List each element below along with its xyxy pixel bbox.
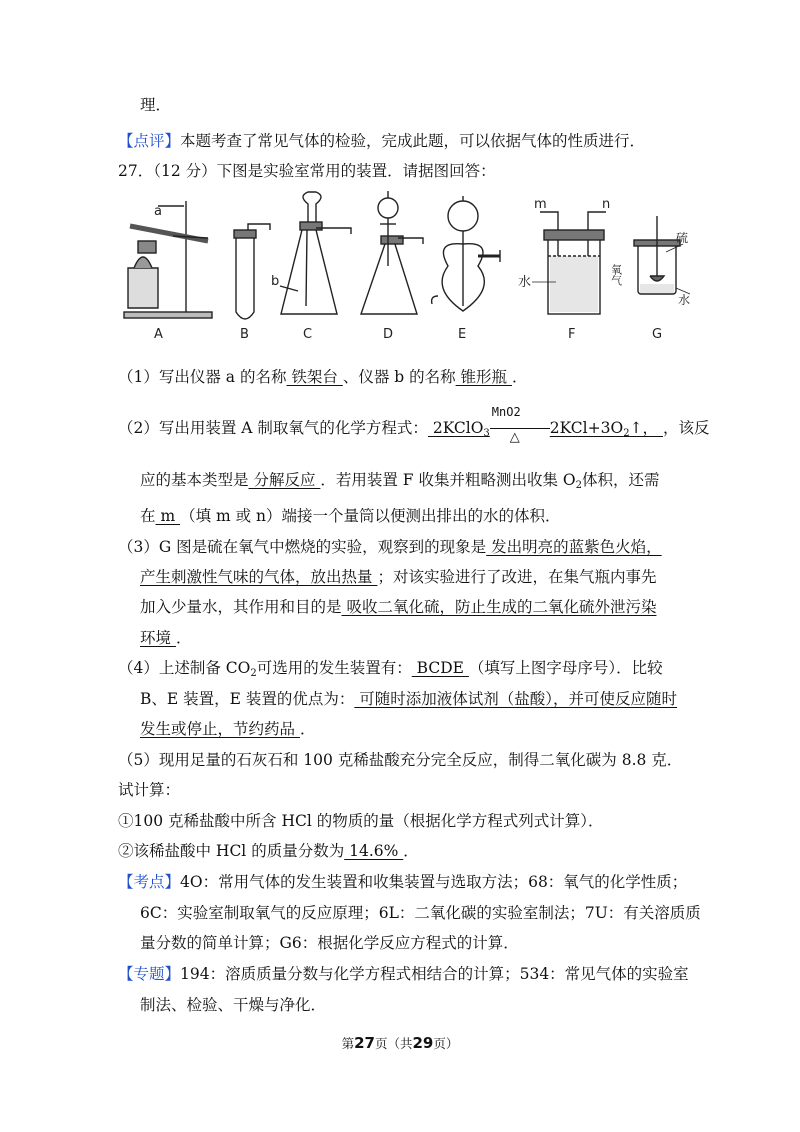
q4-answer-3: 发生或停止，节约药品 bbox=[140, 720, 300, 738]
q2-end-prompt: 在 bbox=[140, 507, 156, 525]
apparatus-f bbox=[532, 212, 606, 314]
kaodian-text-2: 6C：实验室制取氧气的反应原理；6L：二氧化碳的实验室制法；7U：有关溶质质 bbox=[140, 904, 701, 922]
q2-type-prompt: 应的基本类型是 bbox=[140, 471, 249, 489]
q4-answer-1: BCDE bbox=[411, 659, 469, 677]
apparatus-g bbox=[634, 216, 690, 294]
q1-prompt-b: 、仪器 b 的名称 bbox=[342, 368, 456, 386]
apparatus-b bbox=[234, 224, 270, 319]
eq-condition bbox=[490, 405, 550, 445]
q3-prompt-b: ；对该实验进行了改进，在集气瓶内事先 bbox=[377, 568, 657, 586]
label-oxygen: 氧气 bbox=[609, 264, 623, 286]
apparatus-e bbox=[432, 196, 500, 311]
q3-answer-3: 吸收二氧化硫，防止生成的二氧化硫外泄污染 bbox=[341, 598, 657, 616]
q3-answer-1: 发出明亮的蓝紫色火焰， bbox=[486, 538, 662, 556]
line-conclusion bbox=[140, 94, 171, 116]
tag-dianping: 【点评】 bbox=[118, 132, 181, 150]
q4-answer-2: 可随时添加液体试剂（盐酸），并可使反应随时 bbox=[354, 690, 678, 708]
q5-item-1: ①100 克稀盐酸中所含 HCl 的物质的量（根据化学方程式列式计算）． bbox=[118, 812, 604, 830]
label-sulfur: 硫 bbox=[676, 231, 689, 245]
figure-label-f: F bbox=[568, 327, 576, 342]
kaodian-text-3: 量分数的简单计算；G6：根据化学反应方程式的计算． bbox=[140, 934, 519, 952]
footer-pre: 第 bbox=[341, 1036, 355, 1051]
q3-prompt-c: 加入少量水，其作用和目的是 bbox=[140, 598, 342, 616]
question-3 bbox=[118, 536, 662, 558]
figure-label-b: B bbox=[240, 327, 249, 342]
q1-prompt: （1）写出仪器 a 的名称 bbox=[118, 368, 287, 386]
zhuanti-line1 bbox=[118, 963, 689, 985]
question-5 bbox=[118, 749, 682, 771]
question-2-line2 bbox=[140, 469, 660, 491]
label-b-pointer: b bbox=[271, 274, 280, 289]
question-2-line3 bbox=[140, 505, 561, 527]
figure-label-c: C bbox=[303, 327, 313, 342]
question-3-line4 bbox=[140, 627, 191, 649]
q2-f-prompt: ．若用装置 F 收集并粗略测出收集 O bbox=[320, 471, 576, 489]
figure-label-g: G bbox=[652, 327, 663, 342]
q4-prompt: （4）上述制备 CO bbox=[118, 659, 251, 677]
q5-answer: 14.6% bbox=[344, 842, 404, 860]
eq-gas-arrow: ↑， bbox=[629, 419, 663, 437]
q3-answer-2: 产生刺激性气味的气体，放出热量 bbox=[140, 568, 378, 586]
question-4-line2 bbox=[140, 688, 677, 710]
q3-answer-4: 环境 bbox=[140, 629, 176, 647]
zhuanti-text-2: 制法、检验、干燥与净化． bbox=[140, 996, 327, 1014]
q5-item-2: ②该稀盐酸中 HCl 的质量分数为 bbox=[118, 842, 345, 860]
kaodian-line1 bbox=[118, 871, 687, 893]
line-dianping bbox=[118, 130, 645, 152]
question-27-text: 27．（12 分）下图是实验室常用的装置．请据图回答： bbox=[118, 162, 496, 180]
question-5-line4 bbox=[118, 840, 419, 862]
q2-type-answer: 分解反应 bbox=[248, 471, 321, 489]
total-pages: 29 bbox=[412, 1034, 434, 1052]
eq-reactant: 2KClO bbox=[427, 419, 484, 437]
apparatus-figure bbox=[118, 186, 691, 346]
q5-prompt: （5）现用足量的石灰石和 100 克稀盐酸充分完全反应，制得二氧化碳为 8.8 克． bbox=[118, 751, 683, 769]
apparatus-d bbox=[361, 191, 423, 314]
question-2 bbox=[118, 405, 710, 445]
heat-symbol: △ bbox=[509, 430, 520, 445]
eq-product: 2KCl+3O bbox=[549, 419, 624, 437]
dianping-text: 本题考查了常见气体的检验，完成此题，可以依据气体的性质进行． bbox=[180, 132, 646, 150]
q2-m-answer: m bbox=[155, 507, 181, 525]
label-water-g: 水 bbox=[678, 293, 691, 307]
q4-sub: 2 bbox=[250, 668, 257, 679]
kaodian-text-1: 4O：常用气体的发生装置和收集装置与选取方法；68：氧气的化学性质； bbox=[180, 873, 688, 891]
kaodian-line3 bbox=[140, 932, 519, 954]
q2-f-prompt-b: 体积，还需 bbox=[582, 471, 660, 489]
label-m: m bbox=[534, 197, 547, 212]
q2-prompt: （2）写出用装置 A 制取氧气的化学方程式： bbox=[118, 419, 428, 437]
figure-label-d: D bbox=[383, 327, 394, 342]
tag-kaodian: 【考点】 bbox=[118, 873, 181, 891]
q4-prompt-d: B、E 装置，E 装置的优点为： bbox=[140, 690, 355, 708]
figure-label-e: E bbox=[458, 327, 467, 342]
kaodian-line2 bbox=[140, 902, 701, 924]
question-4 bbox=[118, 657, 663, 679]
q2-equation bbox=[427, 405, 663, 445]
label-water-f: 水 bbox=[518, 275, 532, 290]
page-number: 27 bbox=[354, 1034, 375, 1052]
page-footer bbox=[0, 1034, 800, 1052]
figure-label-a: A bbox=[154, 327, 163, 342]
q1-answer-b: 锥形瓶 bbox=[455, 368, 512, 386]
question-1 bbox=[118, 366, 527, 388]
question-3-line3 bbox=[140, 596, 656, 618]
footer-post: 页） bbox=[433, 1036, 459, 1051]
question-4-line3 bbox=[140, 718, 315, 740]
question-27-title bbox=[118, 160, 496, 182]
tag-zhuanti: 【专题】 bbox=[118, 965, 181, 983]
q4-prompt-b: 可选用的发生装置有： bbox=[256, 659, 412, 677]
text-li: 理． bbox=[140, 96, 172, 114]
q2-sub: 2 bbox=[575, 480, 582, 491]
q2-prompt-b: ，该反 bbox=[662, 419, 710, 437]
q3-prompt: （3）G 图是硫在氧气中燃烧的实验，观察到的现象是 bbox=[118, 538, 487, 556]
q5-end: ． bbox=[403, 842, 419, 860]
q2-end-text: （填 m 或 n）端接一个量筒以便测出排出的水的体积． bbox=[180, 507, 561, 525]
q4-prompt-c: （填写上图字母序号）．比较 bbox=[468, 659, 663, 677]
q4-end: ． bbox=[299, 720, 316, 738]
q1-end: ． bbox=[511, 368, 528, 386]
question-5-line3 bbox=[118, 810, 603, 832]
q3-end: ． bbox=[175, 629, 192, 647]
footer-mid: 页（共 bbox=[374, 1036, 413, 1051]
catalyst: MnO2 bbox=[491, 405, 521, 419]
q5-calc-prompt: 试计算： bbox=[118, 781, 181, 799]
question-5-line2 bbox=[118, 779, 180, 801]
eq-sub: 3 bbox=[483, 428, 490, 439]
label-n: n bbox=[602, 197, 611, 212]
zhuanti-line2 bbox=[140, 994, 326, 1016]
label-a-pointer: a bbox=[154, 204, 162, 219]
question-3-line2 bbox=[140, 566, 656, 588]
zhuanti-text-1: 194：溶质质量分数与化学方程式相结合的计算；534：常见气体的实验室 bbox=[180, 965, 689, 983]
apparatus-c bbox=[280, 192, 351, 314]
apparatus-a bbox=[124, 201, 212, 318]
q1-answer-a: 铁架台 bbox=[286, 368, 343, 386]
eq-sub-2: 2 bbox=[623, 428, 630, 439]
